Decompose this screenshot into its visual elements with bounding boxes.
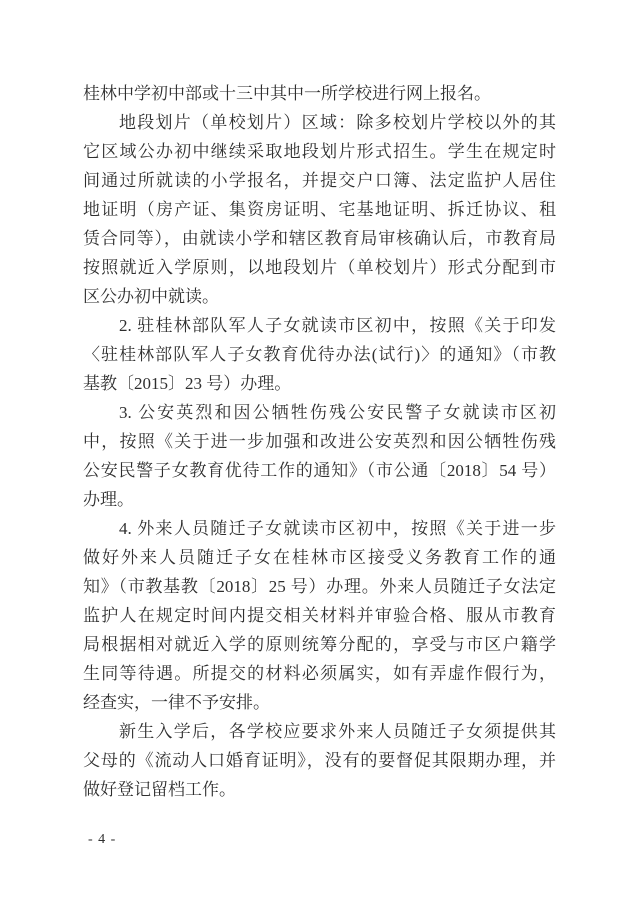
text-line: 办理。 (83, 490, 134, 509)
page-number: - 4 - (88, 832, 117, 847)
text-line: 2. 驻桂林部队军人子女就读市区初中，按照《关于印发 (119, 316, 556, 335)
text-line: 地证明（房产证、集资房证明、宅基地证明、拆迁协议、租 (83, 200, 556, 219)
text-line: 3. 公安英烈和因公牺牲伤残公安民警子女就读市区初 (119, 403, 556, 422)
text-line: 〈驻桂林部队军人子女教育优待办法(试行)〉的通知》（市教 (83, 345, 556, 364)
text-line: 中，按照《关于进一步加强和改进公安英烈和因公牺牲伤残 (83, 432, 556, 451)
text-line: 区公办初中就读。 (83, 287, 219, 306)
text-line: 知》（市教基教〔2018〕25 号）办理。外来人员随迁子女法定 (83, 577, 556, 596)
document-body (83, 79, 556, 804)
text-line: 4. 外来人员随迁子女就读市区初中，按照《关于进一步 (119, 519, 556, 538)
text-line: 新生入学后，各学校应要求外来人员随迁子女须提供其 (119, 722, 556, 741)
text-line: 做好登记留档工作。 (83, 780, 236, 799)
text-line: 做好外来人员随迁子女在桂林市区接受义务教育工作的通 (83, 548, 556, 567)
text-line: 间通过所就读的小学报名，并提交户口簿、法定监护人居住 (83, 171, 556, 190)
text-line: 公安民警子女教育优待工作的通知》（市公通〔2018〕54 号） (83, 461, 556, 480)
text-line: 经查实，一律不予安排。 (83, 693, 270, 712)
text-line: 它区域公办初中继续采取地段划片形式招生。学生在规定时 (83, 142, 556, 161)
text-line: 桂林中学初中部或十三中其中一所学校进行网上报名。 (83, 84, 491, 103)
text-line: 赁合同等），由就读小学和辖区教育局审核确认后，市教育局 (83, 229, 556, 248)
text-line: 生同等待遇。所提交的材料必须属实，如有弄虚作假行为， (83, 664, 556, 683)
text-line: 基教〔2015〕23 号）办理。 (83, 374, 292, 393)
text-line: 地段划片（单校划片）区域：除多校划片学校以外的其 (119, 113, 556, 132)
text-line: 父母的《流动人口婚育证明》，没有的要督促其限期办理，并 (83, 751, 556, 770)
text-line: 监护人在规定时间内提交相关材料并审验合格、服从市教育 (83, 606, 556, 625)
text-line: 局根据相对就近入学的原则统筹分配的，享受与市区户籍学 (83, 635, 556, 654)
text-line: 按照就近入学原则，以地段划片（单校划片）形式分配到市 (83, 258, 556, 277)
